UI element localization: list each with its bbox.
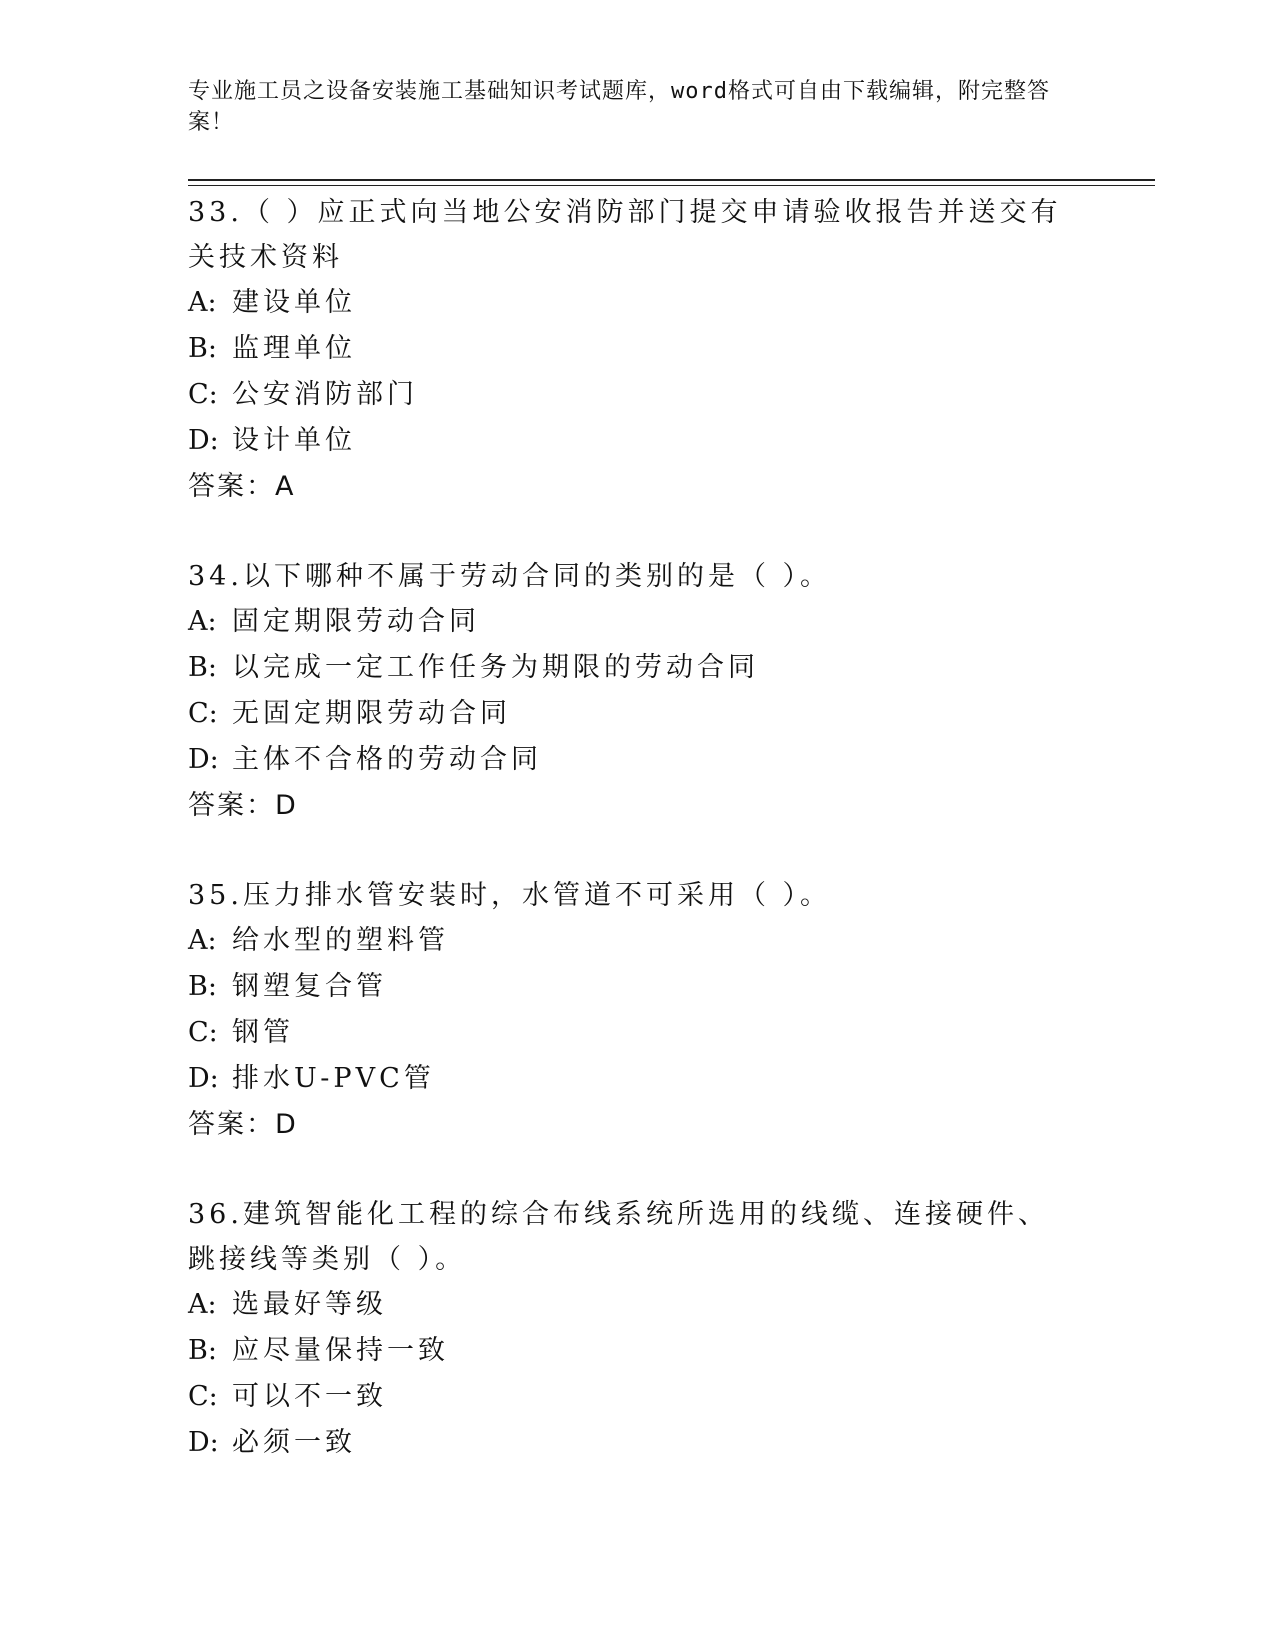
question-text: 35.压力排水管安装时，水管道不可采用（ ）。 [188, 880, 832, 911]
option-d [188, 1420, 1088, 1466]
option-a [188, 918, 1088, 964]
option-key: A: [188, 925, 217, 956]
header-text: 专业施工员之设备安装施工基础知识考试题库，word格式可自由下载编辑，附完整答案！ [188, 79, 1050, 135]
option-key: C: [188, 1381, 218, 1412]
option-d [188, 737, 1088, 783]
option-key: A: [188, 1289, 217, 1320]
header-rule-bottom [188, 185, 1155, 186]
option-text: 设计单位 [232, 425, 356, 456]
option-b [188, 1328, 1088, 1374]
header-rule-top [188, 179, 1155, 181]
option-b [188, 964, 1088, 1010]
question-list [188, 190, 1088, 1510]
option-text: 主体不合格的劳动合同 [232, 744, 542, 775]
option-a [188, 599, 1088, 645]
option-text: 选最好等级 [232, 1289, 387, 1320]
option-key: D: [188, 744, 219, 775]
option-text: 必须一致 [232, 1427, 356, 1458]
option-text: 应尽量保持一致 [232, 1335, 449, 1366]
option-c [188, 1010, 1088, 1056]
question-35 [188, 873, 1088, 1148]
question-text: 34.以下哪种不属于劳动合同的类别的是（ ）。 [188, 561, 832, 592]
option-text: 固定期限劳动合同 [232, 606, 480, 637]
answer-text: 答案：D [188, 790, 298, 821]
answer-text: 答案：A [188, 471, 296, 502]
option-key: A: [188, 287, 217, 318]
option-text: 以完成一定工作任务为期限的劳动合同 [232, 652, 759, 683]
question-34 [188, 554, 1088, 829]
option-a [188, 1282, 1088, 1328]
option-text: 钢塑复合管 [232, 971, 387, 1002]
option-a [188, 280, 1088, 326]
option-text: 无固定期限劳动合同 [232, 698, 511, 729]
option-key: B: [188, 652, 217, 683]
option-key: C: [188, 1017, 218, 1048]
option-key: D: [188, 1063, 219, 1094]
option-key: B: [188, 333, 217, 364]
option-text: 建设单位 [232, 287, 356, 318]
option-key: A: [188, 606, 217, 637]
option-c [188, 372, 1088, 418]
option-c [188, 1374, 1088, 1420]
option-d [188, 1056, 1088, 1102]
option-d [188, 418, 1088, 464]
document-header [188, 76, 1068, 138]
option-key: C: [188, 379, 218, 410]
question-text: 33.（ ）应正式向当地公安消防部门提交申请验收报告并送交有关技术资料 [188, 197, 1062, 273]
option-c [188, 691, 1088, 737]
option-b [188, 326, 1088, 372]
question-36 [188, 1192, 1088, 1466]
option-key: D: [188, 1427, 219, 1458]
option-text: 排水U-PVC管 [232, 1063, 435, 1094]
option-text: 钢管 [232, 1017, 294, 1048]
option-key: B: [188, 1335, 217, 1366]
option-b [188, 645, 1088, 691]
option-text: 可以不一致 [232, 1381, 387, 1412]
option-key: B: [188, 971, 217, 1002]
question-33 [188, 190, 1088, 510]
option-text: 监理单位 [232, 333, 356, 364]
option-key: D: [188, 425, 219, 456]
option-text: 给水型的塑料管 [232, 925, 449, 956]
answer-text: 答案：D [188, 1109, 298, 1140]
option-text: 公安消防部门 [232, 379, 418, 410]
question-text: 36.建筑智能化工程的综合布线系统所选用的线缆、连接硬件、跳接线等类别（ ）。 [188, 1199, 1049, 1275]
option-key: C: [188, 698, 218, 729]
